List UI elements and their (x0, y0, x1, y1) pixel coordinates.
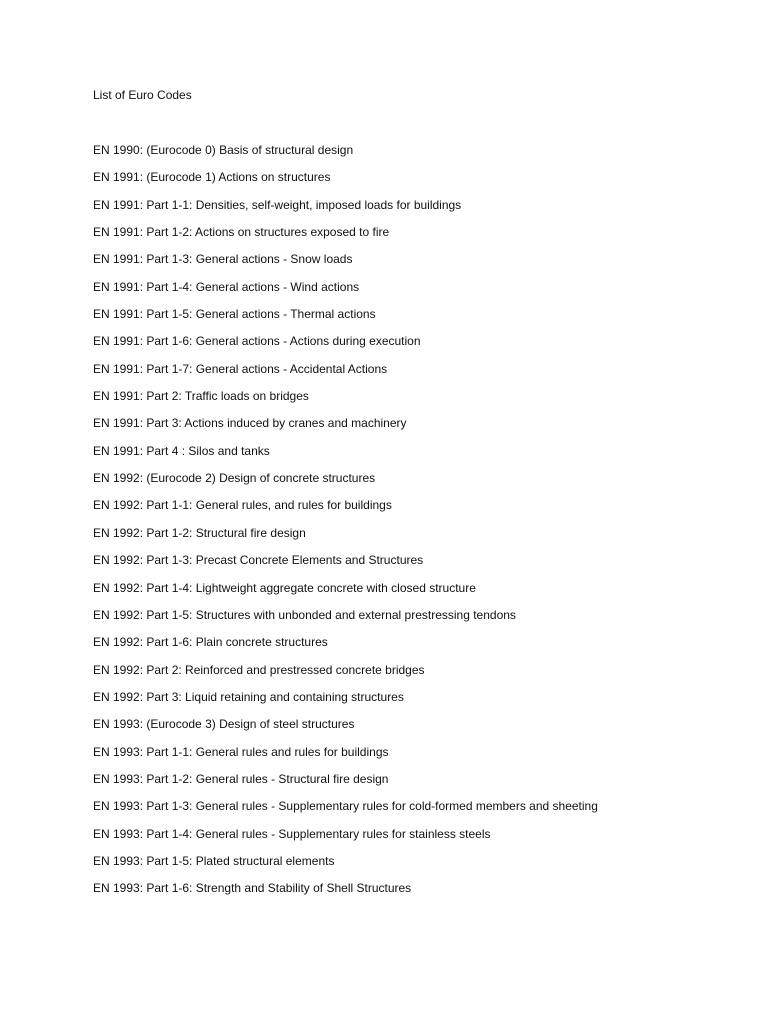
list-item: EN 1992: Part 1-3: Precast Concrete Elements and Structures (93, 553, 424, 568)
list-item: EN 1993: Part 1-5: Plated structural elements (93, 853, 335, 868)
list-item: EN 1993: (Eurocode 3) Design of steel structures (93, 717, 355, 732)
list-item: EN 1992: Part 1-2: Structural fire design (93, 525, 306, 540)
list-item: EN 1991: (Eurocode 1) Actions on structures (93, 170, 331, 185)
list-item: EN 1991: Part 2: Traffic loads on bridges (93, 389, 309, 404)
list-item: EN 1991: Part 1-7: General actions - Accidental Actions (93, 361, 388, 376)
document-title: List of Euro Codes (93, 88, 192, 102)
list-item: EN 1992: Part 3: Liquid retaining and containing structures (93, 689, 404, 704)
list-item: EN 1992: Part 1-4: Lightweight aggregate concrete with closed structure (93, 580, 476, 595)
eurocode-list (93, 142, 598, 908)
list-item: EN 1992: Part 1-5: Structures with unbonded and external prestressing tendons (93, 607, 516, 622)
list-item: EN 1993: Part 1-6: Strength and Stability of Shell Structures (93, 881, 412, 896)
list-item: EN 1993: Part 1-1: General rules and rules for buildings (93, 744, 389, 759)
list-item: EN 1991: Part 1-3: General actions - Snow loads (93, 252, 353, 267)
list-item: EN 1993: Part 1-3: General rules - Supplementary rules for cold-formed members and sheeting (93, 799, 598, 814)
list-item: EN 1991: Part 1-6: General actions - Actions during execution (93, 334, 421, 349)
list-item: EN 1991: Part 1-1: Densities, self-weight, imposed loads for buildings (93, 197, 462, 212)
list-item: EN 1991: Part 1-5: General actions - Thermal actions (93, 307, 376, 322)
list-item: EN 1991: Part 1-4: General actions - Wind actions (93, 279, 360, 294)
list-item: EN 1993: Part 1-4: General rules - Supplementary rules for stainless steels (93, 826, 491, 841)
list-item: EN 1992: Part 1-6: Plain concrete structures (93, 635, 328, 650)
list-item: EN 1993: Part 1-2: General rules - Structural fire design (93, 771, 389, 786)
list-item: EN 1991: Part 3: Actions induced by cranes and machinery (93, 416, 407, 431)
list-item: EN 1991: Part 4 : Silos and tanks (93, 443, 270, 458)
list-item: EN 1991: Part 1-2: Actions on structures exposed to fire (93, 225, 390, 240)
list-item: EN 1990: (Eurocode 0) Basis of structural design (93, 143, 354, 157)
list-item: EN 1992: Part 2: Reinforced and prestressed concrete bridges (93, 662, 425, 677)
list-item: EN 1992: Part 1-1: General rules, and rules for buildings (93, 498, 392, 513)
list-item: EN 1992: (Eurocode 2) Design of concrete structures (93, 471, 376, 486)
